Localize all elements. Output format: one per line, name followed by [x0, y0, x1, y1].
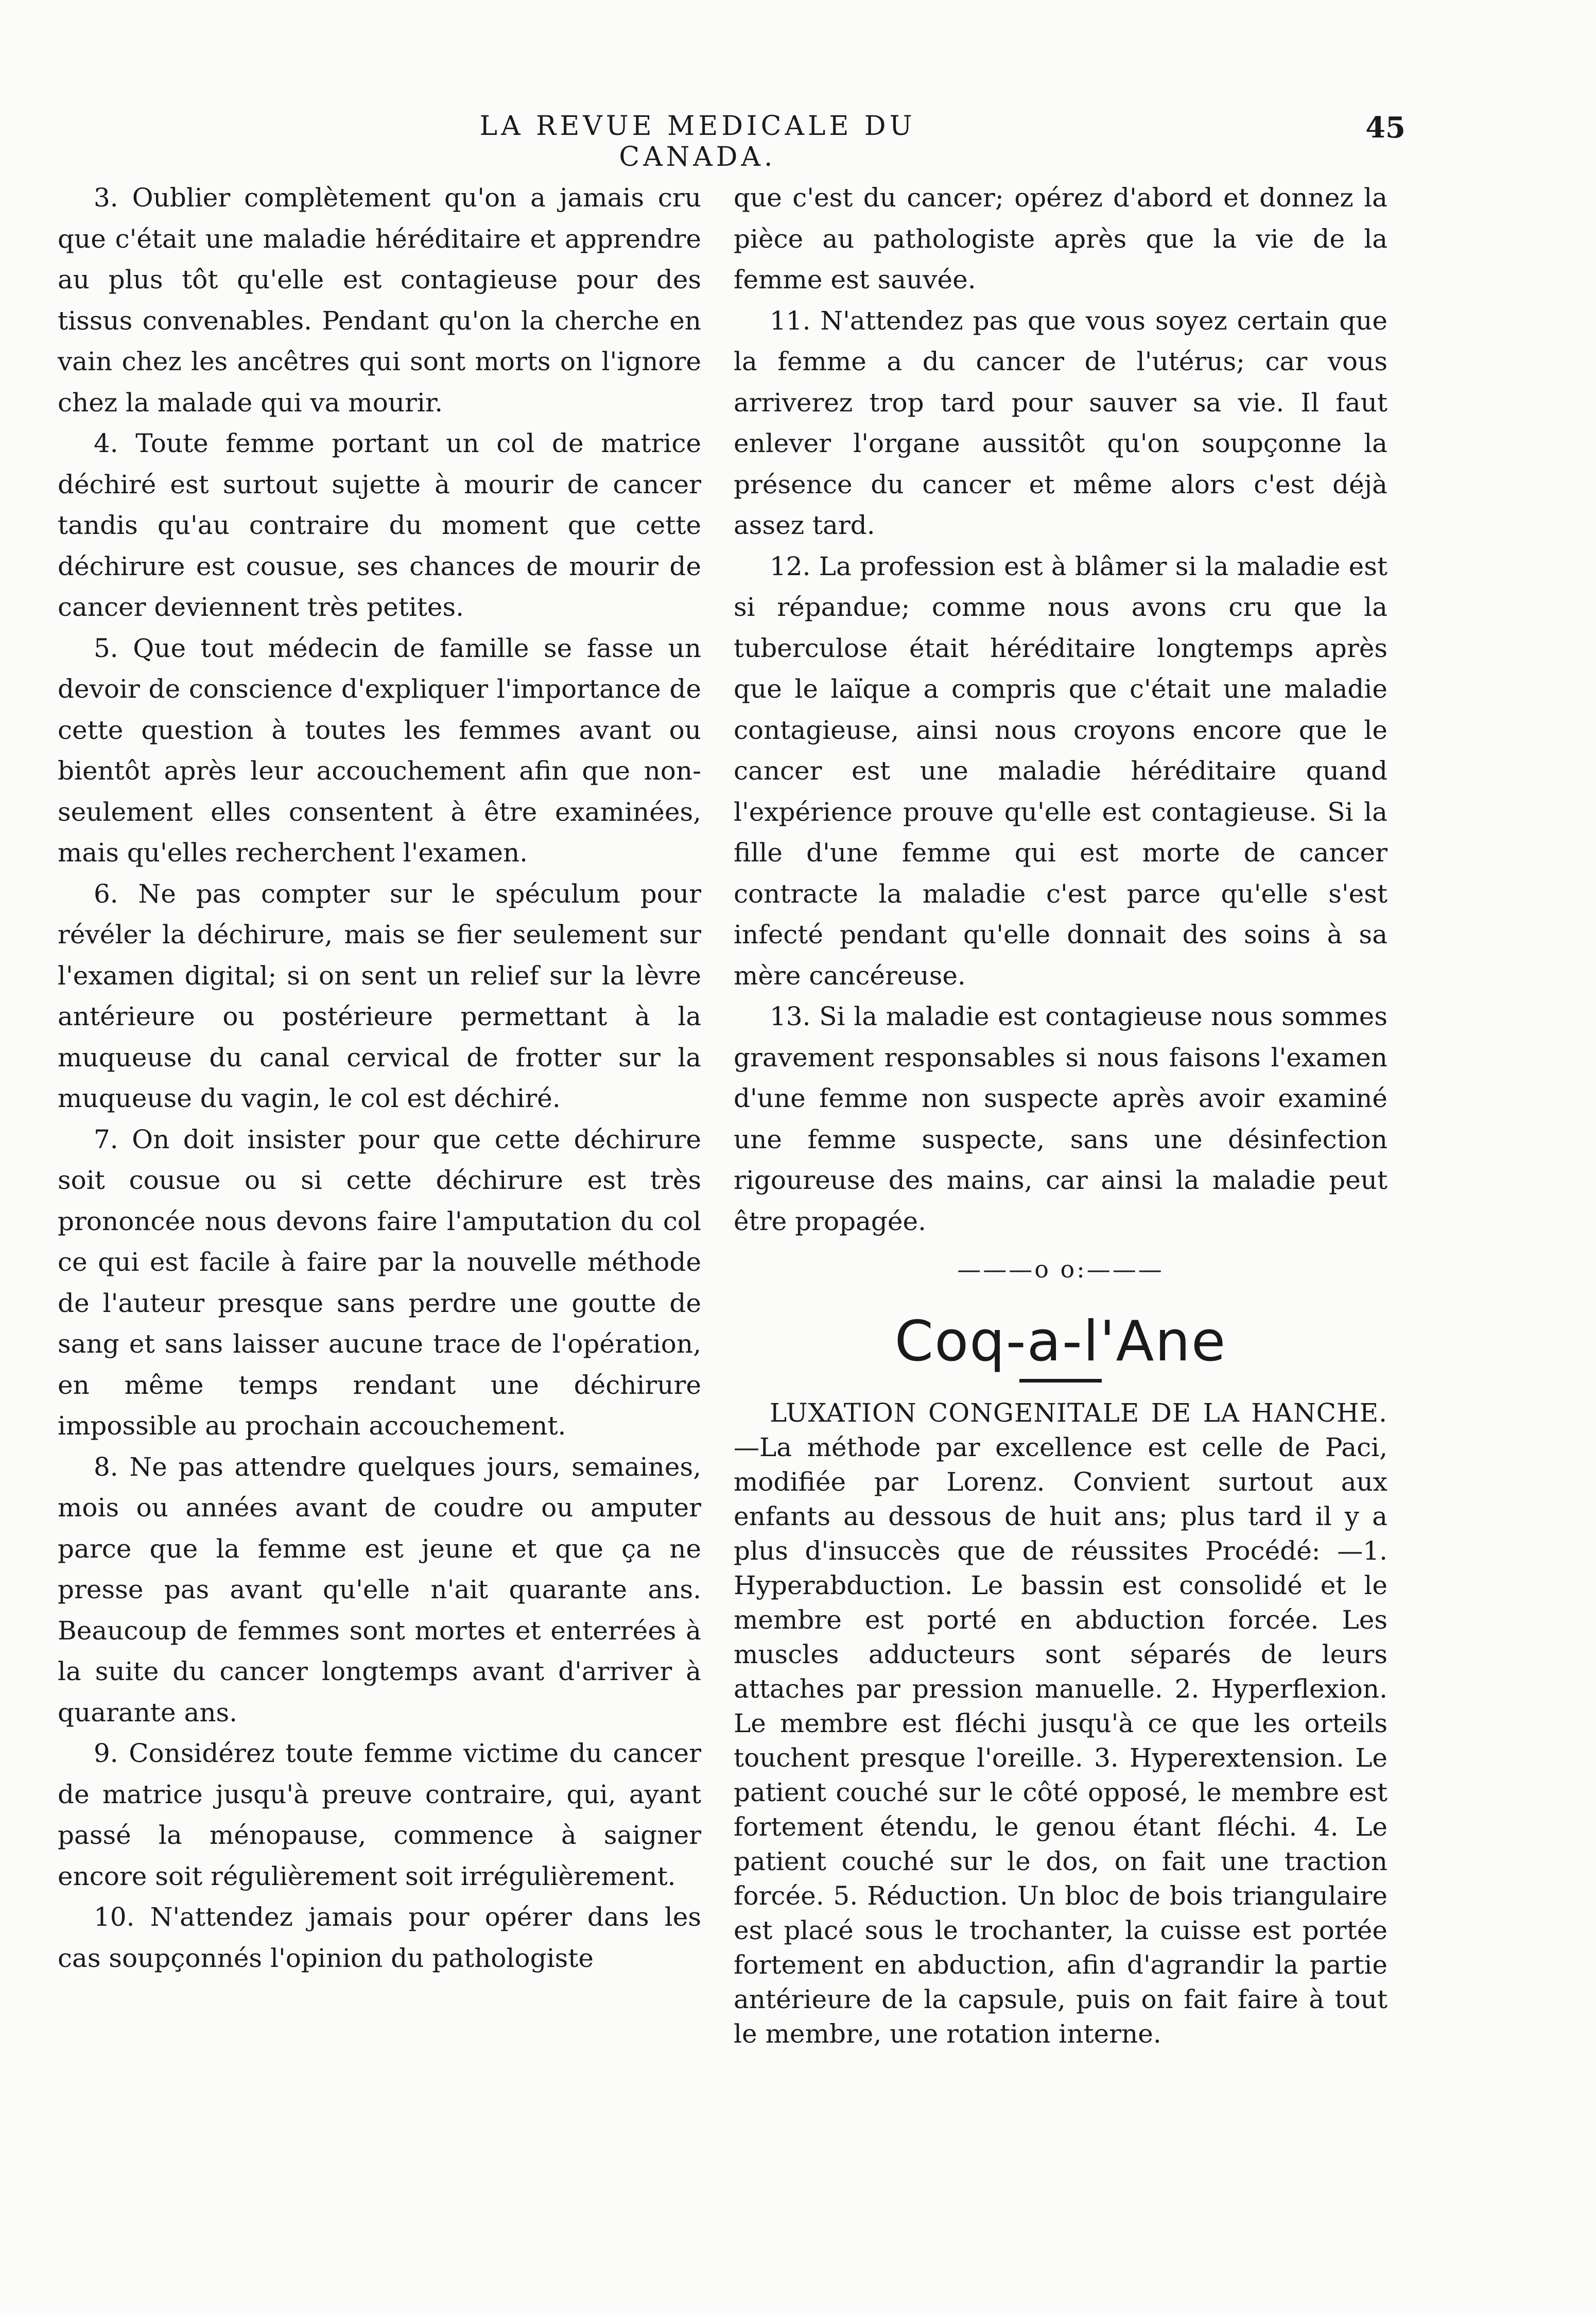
paragraph-10: 10. N'attendez jamais pour opérer dans les cas soupçonnés l'opinion du pathologiste [58, 1902, 701, 1973]
page-header [0, 111, 1596, 172]
article-lead: LUXATION CONGENITALE DE LA HANCHE. [770, 1397, 1387, 1428]
paragraph-10-continuation: que c'est du cancer; opérez d'abord et donnez la pièce au pathologiste après que la vie de la femme est sauvée. [734, 183, 1387, 295]
paragraph-7: 7. On doit insister pour que cette déchirure soit cousue ou si cette déchirure est très prononcée nous devons faire l'amputation du col ce qui est facile à faire par la nouvelle méthode de l'auteur presque sans perdre une goutte de sang et sans laisser aucune trace de l'opération, en même temps rendant une déchirure impossible au prochain accouchement. [58, 1124, 701, 1441]
paragraph-13: 13. Si la maladie est contagieuse nous sommes gravement responsables si nous faisons l'examen d'une femme non suspecte après avoir examiné une femme suspecte, sans une désinfection rigoureuse des mains, car ainsi la maladie peut être propagée. [734, 1001, 1387, 1236]
title-rule [1019, 1379, 1102, 1383]
running-title: LA REVUE MEDICALE DU CANADA. [479, 111, 916, 172]
article-body: —La méthode par excellence est celle de Paci, modifiée par Lorenz. Convient surtout aux enfants au dessous de huit ans; plus tard il y a plus d'insuccès que de réussites Procédé: —1. Hyperabduction. Le bassin est consolidé et le membre est porté en abduction forcée. Les muscles adducteurs sont séparés de leurs attaches par pression manuelle. 2. Hyperflexion. Le membre est fléchi jusqu'à ce que les orteils touchent presque l'oreille. 3. Hyperextension. Le patient couché sur le côté opposé, le membre est fortement étendu, le genou étant fléchi. 4. Le patient couché sur le dos, on fait une traction forcée. 5. Réduction. Un bloc de bois triangulaire est placé sous le trochanter, la cuisse est portée fortement en abduction, afin d'agrandir la partie antérieure de la capsule, puis on fait faire à tout le membre, une rotation interne. [734, 1432, 1387, 2049]
paragraph-4: 4. Toute femme portant un col de matrice déchiré est surtout sujette à mourir de cancer tandis qu'au contraire du moment que cette déchirure est cousue, ses chances de mourir de cancer deviennent très petites. [58, 428, 701, 622]
paragraph-11: 11. N'attendez pas que vous soyez certain que la femme a du cancer de l'utérus; car vous arriverez trop tard pour sauver sa vie. Il faut enlever l'organe aussitôt qu'on soupçonne la présence du cancer et même alors c'est déjà assez tard. [734, 305, 1387, 540]
paragraph-5: 5. Que tout médecin de famille se fasse un devoir de conscience d'expliquer l'importance de cette question à toutes les femmes avant ou bientôt après leur accouchement afin que non-seulement elles consentent à être examinées, mais qu'elles recherchent l'examen. [58, 633, 701, 868]
paragraph-8: 8. Ne pas attendre quelques jours, semaines, mois ou années avant de coudre ou amputer parce que la femme est jeune et que ça ne presse pas avant qu'elle n'ait quarante ans. Beaucoup de femmes sont mortes et enterrées à la suite du cancer longtemps avant d'arriver à quarante ans. [58, 1452, 701, 1727]
page-number: 45 [1365, 111, 1406, 145]
paragraph-6: 6. Ne pas compter sur le spéculum pour révéler la déchirure, mais se fier seulement sur l'examen digital; si on sent un relief sur la lèvre antérieure ou postérieure permettant à la muqueuse du canal cervical de frotter sur la muqueuse du vagin, le col est déchiré. [58, 878, 701, 1113]
right-column [734, 178, 1387, 2051]
section-separator: ———o o:——— [957, 1255, 1164, 1283]
paragraph-3: 3. Oublier complètement qu'on a jamais cru que c'était une maladie héréditaire et apprendre au plus tôt qu'elle est contagieuse pour des tissus convenables. Pendant qu'on la cherche en vain chez les ancêtres qui sont morts on l'ignore chez la malade qui va mourir. [58, 183, 701, 418]
paragraph-12: 12. La profession est à blâmer si la maladie est si répandue; comme nous avons cru que la tuberculose était héréditaire longtemps après que le laïque a compris que c'était une maladie contagieuse, ainsi nous croyons encore que le cancer est une maladie héréditaire quand l'expérience prouve qu'elle est contagieuse. Si la fille d'une femme qui est morte de cancer contracte la maladie c'est parce qu'elle s'est infecté pendant qu'elle donnait des soins à sa mère cancéreuse. [734, 551, 1387, 991]
article-paragraph [734, 1396, 1387, 2051]
paragraph-9: 9. Considérez toute femme victime du cancer de matrice jusqu'à preuve contraire, qui, ayant passé la ménopause, commence à saigner encore soit régulièrement soit irrégulièrement. [58, 1738, 701, 1891]
left-column [58, 178, 701, 1979]
section-title: Coq-a-l'Ane [894, 1309, 1227, 1374]
